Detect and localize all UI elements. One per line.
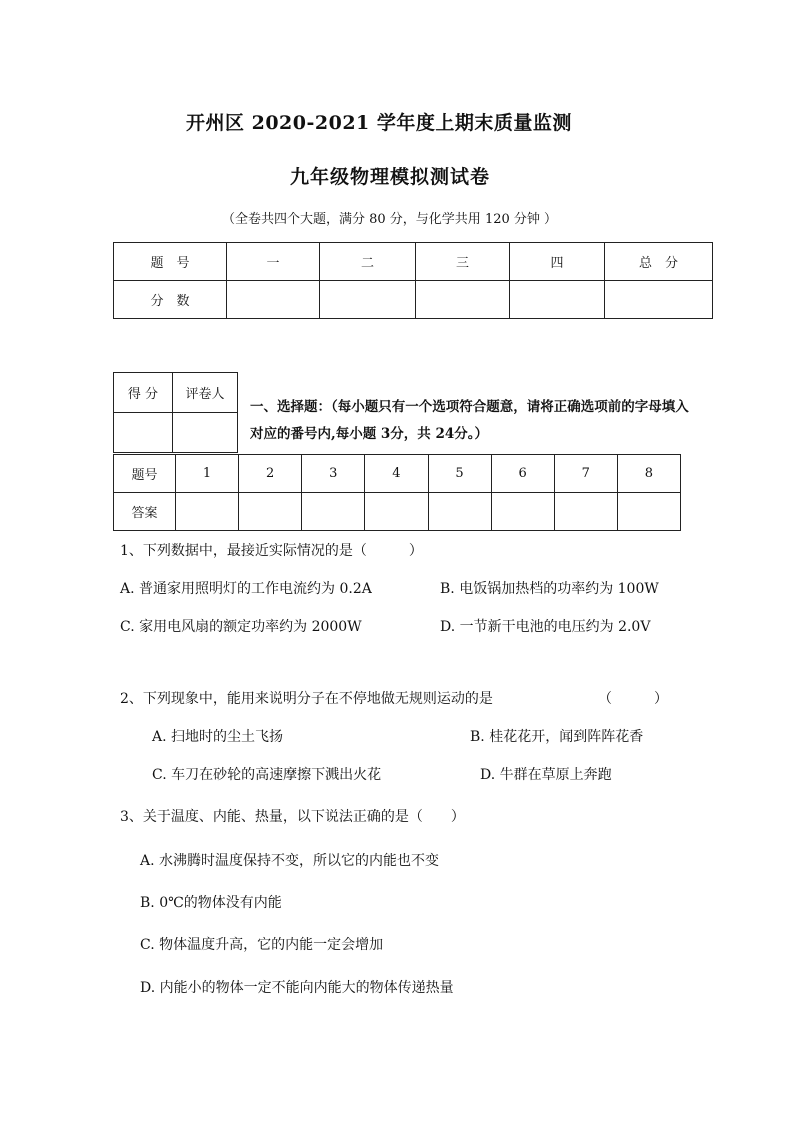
answer-cell[interactable] (176, 493, 239, 531)
score-row-label: 分 数 (114, 281, 227, 319)
score-header-cell: 二 (320, 243, 416, 281)
answer-table (113, 454, 681, 531)
score-cell[interactable] (510, 281, 605, 319)
question-number-cell: 2 (239, 455, 302, 493)
question-number-cell: 7 (554, 455, 617, 493)
section-heading: 一、选择题：（每小题只有一个选项符合题意，请将正确选项前的字母填入对应的番号内,每小题 3分，共 24分。） (250, 399, 689, 442)
question-2-option-b: B. 桂花花开，闻到阵阵花香 (470, 729, 644, 745)
question-2-option-d: D. 牛群在草原上奔跑 (480, 767, 612, 783)
exam-note: （全卷共四个大题，满分 80 分，与化学共用 120 分钟 ） (222, 212, 558, 227)
answer-cell[interactable] (491, 493, 554, 531)
answer-row-label: 题号 (114, 455, 176, 493)
grader-score-cell[interactable] (114, 413, 173, 453)
question-2-option-a: A. 扫地时的尘土飞扬 (152, 729, 284, 745)
answer-cell[interactable] (239, 493, 302, 531)
grader-table (113, 372, 238, 453)
answer-row-label: 答案 (114, 493, 176, 531)
score-cell[interactable] (227, 281, 320, 319)
question-1-stem: 1、下列数据中，最接近实际情况的是（ ） (120, 543, 423, 559)
question-number-cell: 5 (428, 455, 491, 493)
question-number-cell: 6 (491, 455, 554, 493)
answer-table-number-row (114, 455, 681, 493)
exam-subtitle: 九年级物理模拟测试卷 (290, 166, 491, 188)
exam-title: 开州区 2020-2021 学年度上期末质量监测 (186, 112, 572, 134)
question-number-cell: 3 (302, 455, 365, 493)
question-2-answer-paren: （ ） (598, 691, 668, 707)
score-cell[interactable] (416, 281, 510, 319)
question-number-cell: 4 (365, 455, 428, 493)
score-cell[interactable] (605, 281, 713, 319)
score-table-score-row (114, 281, 713, 319)
score-header-cell: 总 分 (605, 243, 713, 281)
score-header-cell: 题 号 (114, 243, 227, 281)
question-3-option-a: A. 水沸腾时温度保持不变，所以它的内能也不变 (140, 853, 440, 869)
question-2-option-c: C. 车刀在砂轮的高速摩擦下溅出火花 (152, 767, 382, 783)
question-3-option-d: D. 内能小的物体一定不能向内能大的物体传递热量 (140, 980, 454, 996)
question-1-option-a: A. 普通家用照明灯的工作电流约为 0.2A (120, 581, 372, 597)
question-1-option-b: B. 电饭锅加热档的功率约为 100W (440, 581, 659, 597)
score-header-cell: 一 (227, 243, 320, 281)
grader-name-cell[interactable] (173, 413, 238, 453)
score-table-header-row (114, 243, 713, 281)
question-2-stem: 2、下列现象中，能用来说明分子在不停地做无规则运动的是 (120, 691, 493, 707)
answer-cell[interactable] (302, 493, 365, 531)
score-header-cell: 三 (416, 243, 510, 281)
answer-table-answer-row (114, 493, 681, 531)
answer-cell[interactable] (428, 493, 491, 531)
score-header-cell: 四 (510, 243, 605, 281)
question-number-cell: 8 (617, 455, 680, 493)
score-table (113, 242, 713, 319)
question-1-option-c: C. 家用电风扇的额定功率约为 2000W (120, 619, 362, 635)
question-3-option-c: C. 物体温度升高，它的内能一定会增加 (140, 937, 384, 953)
question-3-option-b: B. 0℃的物体没有内能 (140, 895, 282, 911)
grader-name-label: 评卷人 (173, 373, 238, 413)
grader-score-label: 得 分 (114, 373, 173, 413)
answer-cell[interactable] (365, 493, 428, 531)
answer-cell[interactable] (554, 493, 617, 531)
score-cell[interactable] (320, 281, 416, 319)
answer-cell[interactable] (617, 493, 680, 531)
question-1-option-d: D. 一节新干电池的电压约为 2.0V (440, 619, 651, 635)
question-3-stem: 3、关于温度、内能、热量，以下说法正确的是（ ） (120, 809, 465, 825)
question-number-cell: 1 (176, 455, 239, 493)
